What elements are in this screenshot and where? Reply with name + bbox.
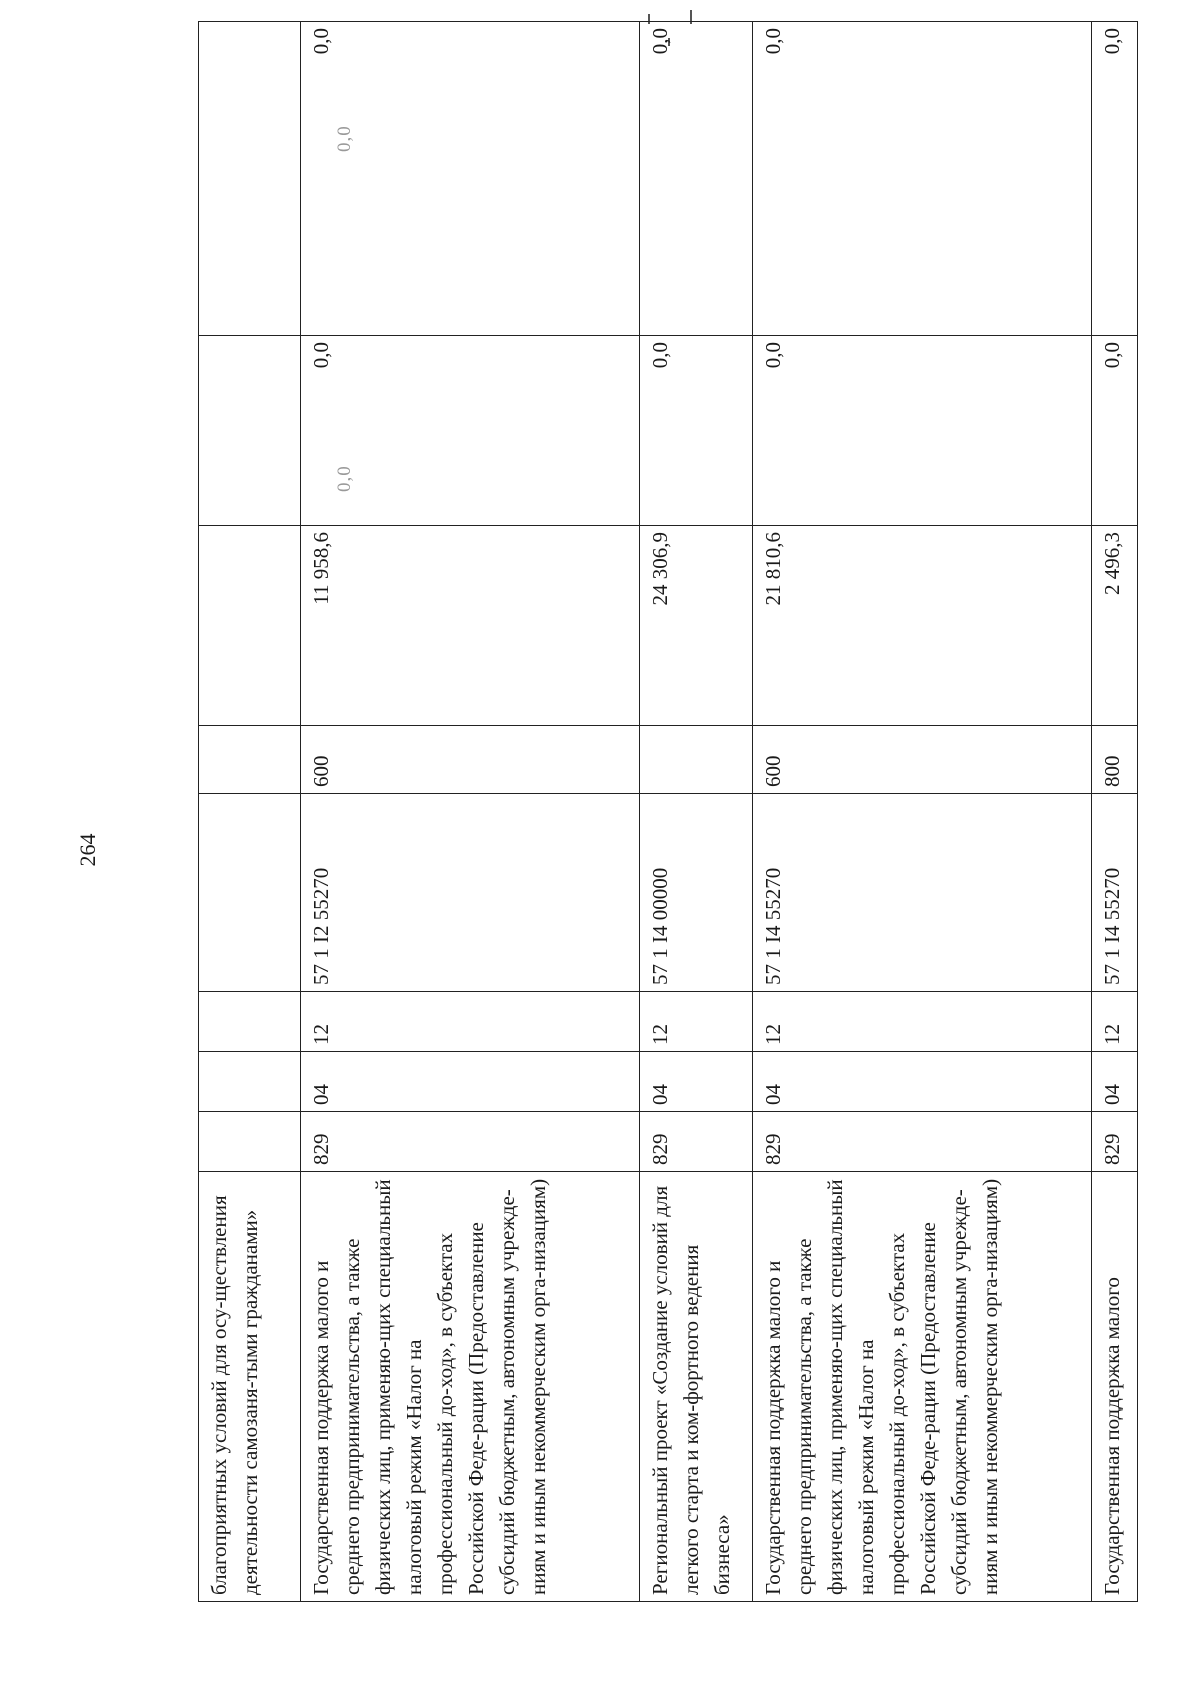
subsection-code: 12 [639,992,753,1052]
amount-3: 0,0 [300,22,639,336]
faint-mark: 0,0 [334,125,355,152]
amount-2: 0,0 [639,336,753,526]
expense-type: 600 [753,726,1092,794]
table-row [300,22,639,1602]
target-article [199,794,301,992]
table-row [753,22,1092,1602]
section-code: 04 [1092,1052,1138,1112]
subsection-code [199,992,301,1052]
section-code: 04 [639,1052,753,1112]
row-description: Государственная поддержка малого [1092,1172,1138,1602]
faint-mark: 0,0 [334,465,355,492]
table-row [1092,22,1138,1602]
target-article: 57 1 I4 55270 [753,794,1092,992]
amount-1: 2 496,3 [1092,526,1138,726]
amount-3: 0,0 [639,22,753,336]
amount-2: 0,0 [1092,336,1138,526]
amount-2: 0,0 [300,336,639,526]
subsection-code: 12 [300,992,639,1052]
section-code [199,1052,301,1112]
expense-type [199,726,301,794]
ministry-code: 829 [753,1112,1092,1172]
ministry-code: 829 [1092,1112,1138,1172]
row-description: Государственная поддержка малого и среднего предпринимательства, а также физических лиц, применяю-щих специальный налоговый режим «Налог на профессиональный до-ход», в субъектах Российской Феде-рации (Предоставление субсидий бюджетным, автономным учрежде-ниям и иным некоммерческим орга-низациям) [753,1172,1092,1602]
expense-type: 600 [300,726,639,794]
section-code: 04 [300,1052,639,1112]
amount-3: 0,0 [1092,22,1138,336]
amount-1: 21 810,6 [753,526,1092,726]
table-row [639,22,753,1602]
budget-table [198,21,1138,1602]
ministry-code: 829 [639,1112,753,1172]
page-number: 264 [75,833,100,867]
table-row [199,22,301,1602]
amount-1 [199,526,301,726]
ministry-code [199,1112,301,1172]
amount-3: 0,0 [753,22,1092,336]
target-article: 57 1 I2 55270 [300,794,639,992]
amount-3 [199,22,301,336]
amount-1: 24 306,9 [639,526,753,726]
ministry-code: 829 [300,1112,639,1172]
subsection-code: 12 [753,992,1092,1052]
target-article: 57 1 I4 00000 [639,794,753,992]
expense-type: 800 [1092,726,1138,794]
section-code: 04 [753,1052,1092,1112]
amount-2 [199,336,301,526]
amount-1: 11 958,6 [300,526,639,726]
amount-2: 0,0 [753,336,1092,526]
expense-type [639,726,753,794]
row-description: благоприятных условий для осу-ществления деятельности самозаня-тыми гражданами» [199,1172,301,1602]
row-description: Региональный проект «Создание условий для легкого старта и ком-фортного ведения бизнеса» [639,1172,753,1602]
subsection-code: 12 [1092,992,1138,1052]
row-description: Государственная поддержка малого и среднего предпринимательства, а также физических лиц, применяю-щих специальный налоговый режим «Налог на профессиональный до-ход», в субъектах Российской Феде-рации (Предоставление субсидий бюджетным, автономным учрежде-ниям и иным некоммерческим орга-низациям) [300,1172,639,1602]
target-article: 57 1 I4 55270 [1092,794,1138,992]
rotated-table-wrapper [198,22,1138,1602]
